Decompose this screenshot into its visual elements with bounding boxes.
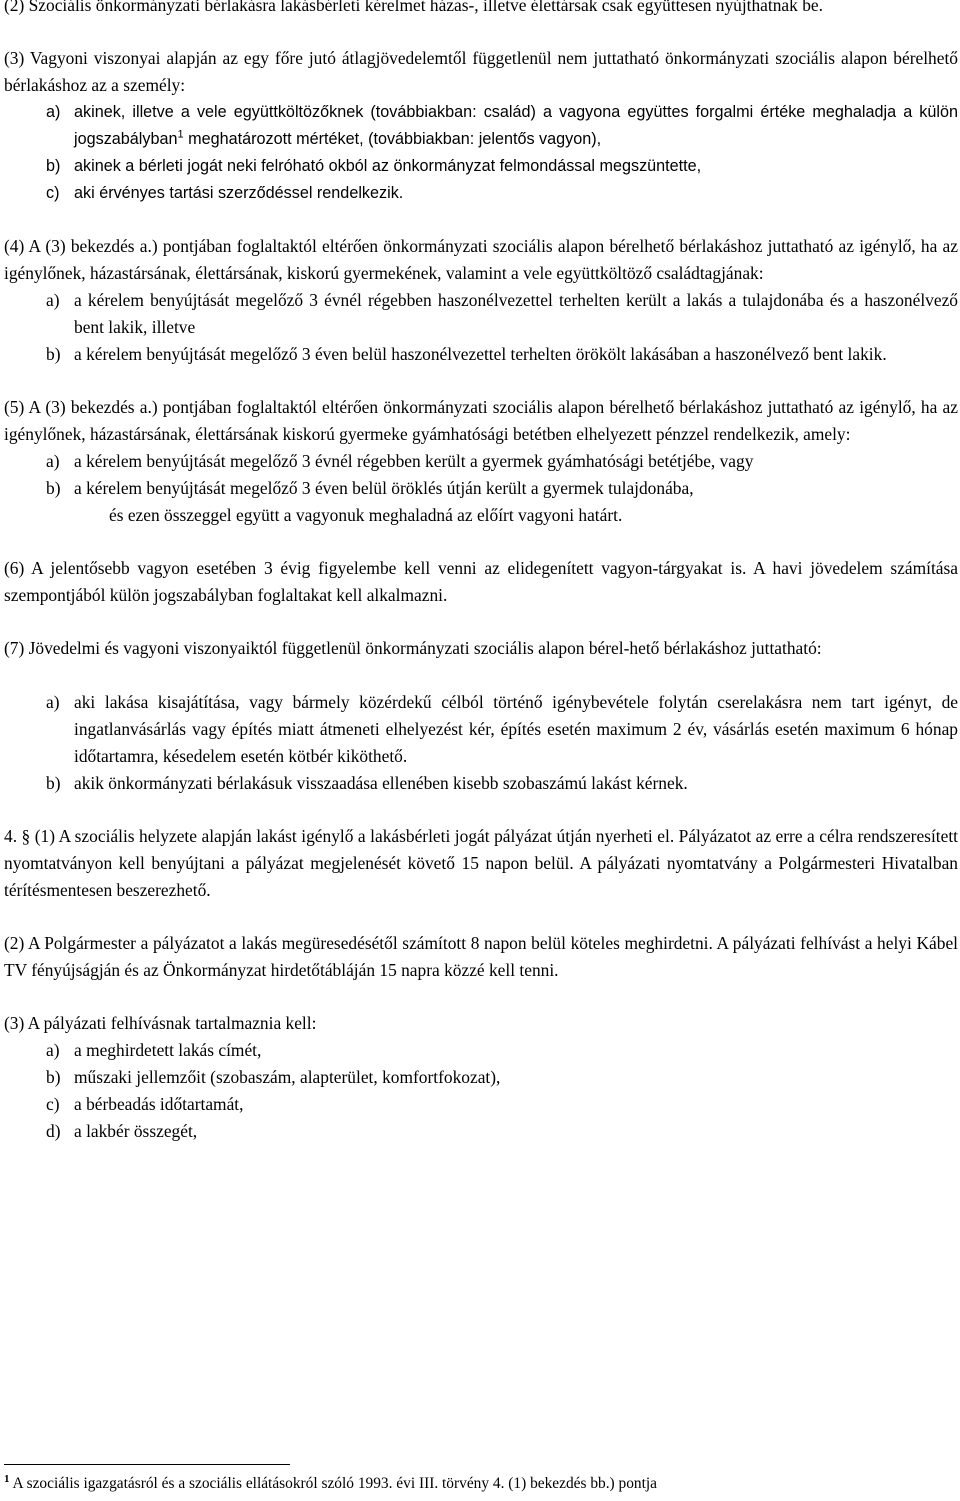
item-text: aki érvényes tartási szerződéssel rendelkezik. bbox=[74, 184, 404, 202]
paragraph-7-item-a bbox=[4, 689, 958, 770]
list-item bbox=[4, 1118, 958, 1145]
paragraph-7-intro: (7) Jövedelmi és vagyoni viszonyaiktól függetlenül önkormányzati szociális alapon bérel-hető bérlakáshoz juttatható: bbox=[4, 638, 822, 658]
section-4-paragraph-2-text: (2) A Polgármester a pályázatot a lakás megüresedésétől számított 8 napon belül köteles meghirdetni. A pályázati felhívást a helyi Kábel TV fényújságján és az Önkormányzat hirdetőtábláján 15 napra közzé kell tenni. bbox=[4, 933, 958, 980]
item-marker: b) bbox=[46, 478, 61, 498]
paragraph-3-item-a bbox=[4, 99, 958, 153]
item-text: akinek, illetve a vele együttköltözőknek (továbbiakban: család) a vagyona együttes forgalmi értéke meghaladja a külön jogszabályban bbox=[74, 103, 958, 148]
item-marker: b) bbox=[46, 1067, 61, 1087]
item-text: akik önkormányzati bérlakásuk visszaadása ellenében kisebb szobaszámú lakást kérnek. bbox=[74, 773, 688, 793]
item-text: a kérelem benyújtását megelőző 3 évnél régebben haszonélvezettel terhelten került a lakás a tulajdonába és a haszonélvező bent lakik, illetve bbox=[74, 290, 958, 337]
item-text: a kérelem benyújtását megelőző 3 éven belül öröklés útján került a gyermek tulajdonába, bbox=[74, 478, 694, 498]
item-marker: c) bbox=[46, 1094, 60, 1114]
item-text: aki lakása kisajátítása, vagy bármely közérdekű célból történő igénybevétele folytán cserelakásra nem tart igényt, de ingatlanvásárlás vagy építés miatt átmeneti elhelyezést kér, építés esetén maximum 2 év, vásárlás esetén maximum 6 hónap időtartamra, késedelem esetén kötbér kiköthető. bbox=[74, 692, 958, 766]
paragraph-2 bbox=[4, 0, 958, 19]
blank-line bbox=[4, 662, 958, 689]
item-text: a bérbeadás időtartamát, bbox=[74, 1094, 244, 1114]
item-marker: a) bbox=[46, 1040, 60, 1060]
item-marker: a) bbox=[46, 103, 61, 121]
paragraph-5-intro: (5) A (3) bekezdés a.) pontjában foglaltaktól eltérően önkormányzati szociális alapon bérelhető bérlakáshoz juttatható az igénylő, ha az igénylőnek, házastársának, élettársának kiskorú gyermeke gyámhatósági betétben elhelyezett pénzzel rendelkezik, amely: bbox=[4, 397, 958, 444]
paragraph-4 bbox=[4, 233, 958, 368]
list-item bbox=[4, 1037, 958, 1064]
paragraph-7-item-b bbox=[4, 770, 958, 797]
item-marker: b) bbox=[46, 773, 61, 793]
paragraph-5 bbox=[4, 394, 958, 529]
paragraph-6 bbox=[4, 555, 958, 609]
list-item bbox=[4, 1091, 958, 1118]
paragraph-3-item-b bbox=[4, 153, 958, 180]
item-text: a kérelem benyújtását megelőző 3 éven belül haszonélvezettel terhelten örökölt lakásában a haszonélvező bent lakik. bbox=[74, 344, 887, 364]
paragraph-4-intro: (4) A (3) bekezdés a.) pontjában foglaltaktól eltérően önkormányzati szociális alapon bérelhető bérlakáshoz juttatható az igénylő, ha az igénylőnek, házastársának, élettársának, kiskorú gyermekének, valamint a vele együttköltöző családtagjának: bbox=[4, 236, 958, 283]
paragraph-6-text: (6) A jelentősebb vagyon esetében 3 évig figyelembe kell venni az elidegenített vagyon-tárgyakat is. A havi jövedelem számítása szempontjából külön jogszabályban foglaltakat kell alkalmazni. bbox=[4, 558, 958, 605]
footnote-text: A szociális igazgatásról és a szociális ellátásokról szóló 1993. évi III. törvény 4. (1) bekezdés bb.) pontja bbox=[9, 1475, 657, 1492]
paragraph-7 bbox=[4, 635, 958, 797]
item-text-continued: meghatározott mértéket, (továbbiakban: jelentős vagyon), bbox=[183, 130, 602, 148]
item-text: akinek a bérleti jogát neki felróható okból az önkormányzat felmondással megszüntette, bbox=[74, 157, 702, 175]
item-text: a meghirdetett lakás címét, bbox=[74, 1040, 262, 1060]
item-marker: a) bbox=[46, 451, 60, 471]
footnote-reference: 1 bbox=[177, 128, 184, 141]
list-item bbox=[4, 1064, 958, 1091]
item-text: műszaki jellemzőit (szobaszám, alapterület, komfortfokozat), bbox=[74, 1067, 501, 1087]
section-4-paragraph-3-intro: (3) A pályázati felhívásnak tartalmaznia kell: bbox=[4, 1013, 317, 1033]
paragraph-3 bbox=[4, 45, 958, 207]
section-4-paragraph-1 bbox=[4, 823, 958, 904]
item-text: a kérelem benyújtását megelőző 3 évnél régebben került a gyermek gyámhatósági betétjébe, vagy bbox=[74, 451, 754, 471]
item-marker: b) bbox=[46, 344, 61, 364]
paragraph-5-item-a bbox=[4, 448, 958, 475]
paragraph-5-item-b bbox=[4, 475, 958, 502]
footnote-marker: 1 bbox=[4, 1472, 10, 1485]
section-4-paragraph-1-text: 4. § (1) A szociális helyzete alapján lakást igénylő a lakásbérleti jogát pályázat útján nyerheti el. Pályázatot az erre a célra rendszeresített nyomtatványon kell benyújtani a pályázat megjelenését követő 15 napon belül. A pályázati nyomtatvány a Polgármesteri Hivatalban térítésmentesen beszerezhető. bbox=[4, 826, 958, 900]
paragraph-4-item-b bbox=[4, 341, 958, 368]
item-marker: b) bbox=[46, 157, 61, 175]
paragraph-5-continuation: és ezen összeggel együtt a vagyonuk meghaladná az előírt vagyoni határt. bbox=[109, 505, 623, 525]
paragraph-3-intro: (3) Vagyoni viszonyai alapján az egy főre jutó átlagjövedelemtől függetlenül nem juttatható önkormányzati szociális alapon bérelhető bérlakáshoz az a személy: bbox=[4, 48, 958, 95]
footnote-separator bbox=[4, 1464, 290, 1465]
paragraph-4-item-a bbox=[4, 287, 958, 341]
item-marker: d) bbox=[46, 1121, 61, 1141]
item-text: a lakbér összegét, bbox=[74, 1121, 198, 1141]
paragraph-3-item-c bbox=[4, 180, 958, 207]
item-marker: c) bbox=[46, 184, 60, 202]
item-marker: a) bbox=[46, 692, 60, 712]
paragraph-2-text: (2) Szociális önkormányzati bérlakásra lakásbérleti kérelmet házas-, illetve élettársak csak együttesen nyújthatnak be. bbox=[4, 0, 823, 15]
section-4-paragraph-2 bbox=[4, 930, 958, 984]
document-page bbox=[4, 0, 958, 1171]
section-4-paragraph-3 bbox=[4, 1010, 958, 1145]
footnote bbox=[4, 1474, 954, 1494]
item-marker: a) bbox=[46, 290, 60, 310]
